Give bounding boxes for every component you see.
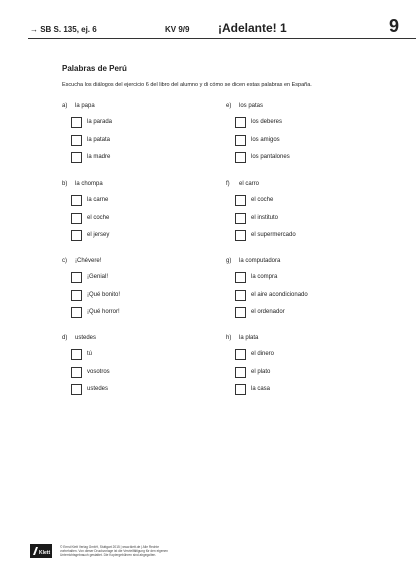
answer-checkbox[interactable] — [235, 117, 246, 128]
question-group — [62, 333, 232, 402]
answer-label: la compra — [251, 274, 278, 280]
question-group — [226, 256, 396, 325]
answer-label: el aire acondicionado — [251, 291, 308, 298]
question-letter: b) — [62, 181, 68, 187]
answer-label: los deberes — [251, 119, 283, 125]
book-title: ¡Adelante! 1 — [218, 21, 287, 35]
answer-option — [226, 367, 396, 385]
question-word: los patas — [239, 103, 264, 109]
answer-option — [62, 307, 232, 325]
answer-checkbox[interactable] — [235, 230, 246, 241]
answer-label: la patata — [87, 136, 111, 143]
question-heading — [226, 179, 396, 189]
answer-option — [226, 290, 396, 308]
answer-label: el coche — [87, 214, 110, 221]
question-heading — [226, 256, 396, 266]
answer-checkbox[interactable] — [71, 117, 82, 128]
question-group — [62, 179, 232, 248]
answer-label: los pantalones — [251, 154, 290, 160]
question-letter: c) — [62, 258, 67, 264]
question-word: la plata — [239, 335, 259, 341]
answer-option — [226, 117, 396, 135]
question-group — [62, 256, 232, 325]
question-group — [62, 101, 232, 170]
answer-option — [226, 272, 396, 290]
answer-checkbox[interactable] — [71, 152, 82, 163]
answer-checkbox[interactable] — [71, 290, 82, 301]
answer-checkbox[interactable] — [235, 290, 246, 301]
worksheet-title: Palabras de Perú — [62, 64, 127, 73]
question-word: la computadora — [239, 258, 281, 264]
page-number: 9 — [389, 16, 400, 36]
question-group — [226, 333, 396, 402]
question-letter: d) — [62, 335, 68, 341]
answer-checkbox[interactable] — [235, 384, 246, 395]
question-letter: f) — [226, 181, 230, 187]
question-letter: h) — [226, 335, 232, 341]
instruction-text: Escucha los diálogos del ejercicio 6 del libro del alumno y di cómo se dicen estas palabras en España. — [62, 82, 312, 88]
answer-option — [62, 367, 232, 385]
answer-checkbox[interactable] — [71, 213, 82, 224]
answer-checkbox[interactable] — [235, 152, 246, 163]
answer-label: el dinero — [251, 351, 275, 357]
question-letter: g) — [226, 258, 232, 264]
answer-option — [226, 307, 396, 325]
answer-option — [62, 135, 232, 153]
question-word: la chompa — [75, 181, 103, 187]
answer-option — [226, 384, 396, 402]
answer-checkbox[interactable] — [71, 272, 82, 283]
answer-checkbox[interactable] — [235, 195, 246, 206]
answer-label: el ordenador — [251, 309, 285, 315]
answer-option — [62, 272, 232, 290]
answer-checkbox[interactable] — [235, 135, 246, 146]
answer-checkbox[interactable] — [71, 349, 82, 360]
answer-option — [62, 213, 232, 231]
answer-checkbox[interactable] — [71, 230, 82, 241]
answer-label: el supermercado — [251, 232, 296, 238]
answer-label: el jersey — [87, 232, 110, 238]
answer-checkbox[interactable] — [235, 307, 246, 318]
answer-checkbox[interactable] — [235, 367, 246, 378]
answer-label: ¡Qué bonito! — [87, 291, 121, 298]
question-letter: e) — [226, 103, 232, 109]
answer-option — [62, 152, 232, 170]
answer-option — [62, 349, 232, 367]
copyright-line: Unterrichtsgebrauch gestattet. Die Kopiergebühren sind abgegolten. — [60, 553, 157, 558]
question-word: ustedes — [75, 335, 97, 341]
answer-option — [226, 349, 396, 367]
answer-option — [62, 230, 232, 248]
klett-logo — [30, 544, 52, 558]
svg-text:Klett: Klett — [39, 550, 51, 556]
answer-option — [62, 117, 232, 135]
question-word: ¡Chévere! — [75, 258, 102, 264]
answer-label: el coche — [251, 197, 274, 203]
copyright-line: vorbehalten. Von dieser Druckvorlage ist die Vervielfältigung für den eigenen — [60, 549, 168, 554]
answer-checkbox[interactable] — [71, 384, 82, 395]
question-heading — [226, 101, 396, 111]
textbook-reference: → SB S. 135, ej. 6 — [30, 25, 97, 34]
answer-label: la casa — [251, 386, 271, 392]
worksheet-code: KV 9/9 — [165, 25, 190, 34]
answer-checkbox[interactable] — [71, 307, 82, 318]
answer-checkbox[interactable] — [71, 135, 82, 146]
answer-option — [226, 213, 396, 231]
answer-label: la madre — [87, 154, 111, 160]
answer-label: la parada — [87, 119, 113, 125]
answer-option — [226, 195, 396, 213]
answer-option — [226, 135, 396, 153]
question-group — [226, 179, 396, 248]
answer-checkbox[interactable] — [71, 195, 82, 206]
answer-option — [62, 384, 232, 402]
question-heading — [62, 256, 232, 266]
answer-checkbox[interactable] — [235, 349, 246, 360]
answer-label: el instituto — [251, 214, 279, 221]
answer-label: ¡Genial! — [87, 274, 109, 280]
answer-label: tú — [87, 351, 93, 357]
copyright-line: © Ernst Klett Verlag GmbH, Stuttgart 2015 | www.klett.de | Alle Rechte — [60, 545, 159, 549]
answer-label: ustedes — [87, 386, 109, 392]
question-heading — [62, 333, 232, 343]
answer-checkbox[interactable] — [235, 272, 246, 283]
question-group — [226, 101, 396, 170]
question-word: la papa — [75, 103, 95, 109]
copyright-text — [60, 545, 260, 558]
answer-checkbox[interactable] — [235, 213, 246, 224]
question-heading — [226, 333, 396, 343]
answer-option — [226, 152, 396, 170]
answer-option — [226, 230, 396, 248]
question-heading — [62, 179, 232, 189]
answer-label: vosotros — [87, 368, 110, 375]
question-heading — [62, 101, 232, 111]
answer-label: ¡Qué horror! — [87, 309, 120, 315]
question-word: el carro — [239, 181, 260, 187]
answer-label: la carne — [87, 197, 109, 203]
answer-label: los amigos — [251, 136, 280, 143]
answer-option — [62, 290, 232, 308]
answer-option — [62, 195, 232, 213]
answer-checkbox[interactable] — [71, 367, 82, 378]
question-letter: a) — [62, 103, 68, 109]
answer-label: el plato — [251, 368, 271, 375]
